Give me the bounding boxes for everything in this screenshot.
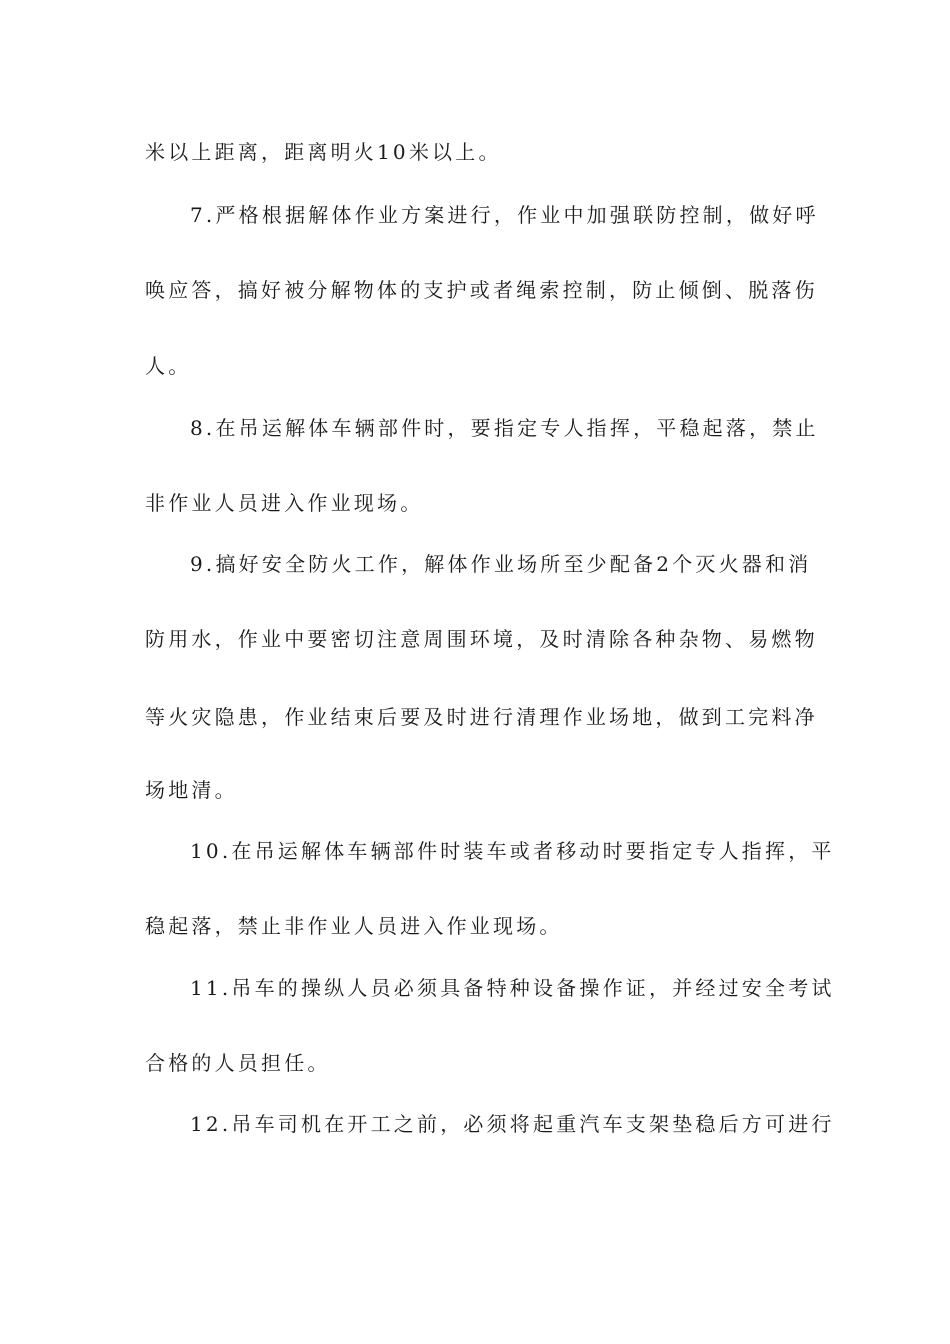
paragraph-10-line: 10.在吊运解体车辆部件时装车或者移动时要指定专人指挥，平 (190, 839, 835, 863)
paragraph-12-line: 12.吊车司机在开工之前，必须将起重汽车支架垫稳后方可进行 (190, 1112, 835, 1136)
text-line: 非作业人员进入作业现场。 (145, 491, 424, 515)
paragraph-8-line: 8.在吊运解体车辆部件时，要指定专人指挥，平稳起落，禁止 (190, 416, 819, 440)
text-line: 唤应答，搞好被分解物体的支护或者绳索控制，防止倾倒、脱落伤 (145, 278, 818, 302)
text-line: 人。 (145, 354, 192, 378)
paragraph-9-line: 9.搞好安全防火工作，解体作业场所至少配备2个灭火器和消 (190, 552, 812, 576)
paragraph-11-line: 11.吊车的操纵人员必须具备特种设备操作证，并经过安全考试 (190, 976, 835, 1000)
text-line: 等火灾隐患，作业结束后要及时进行清理作业场地，做到工完料净 (145, 705, 818, 729)
text-line: 米以上距离，距离明火10米以上。 (145, 140, 502, 164)
text-line: 场地清。 (145, 778, 238, 802)
text-line: 防用水，作业中要密切注意周围环境，及时清除各种杂物、易燃物 (145, 627, 818, 651)
text-line: 合格的人员担任。 (145, 1051, 331, 1075)
paragraph-7-line: 7.严格根据解体作业方案进行，作业中加强联防控制，做好呼 (190, 203, 819, 227)
text-line: 稳起落，禁止非作业人员进入作业现场。 (145, 914, 563, 938)
